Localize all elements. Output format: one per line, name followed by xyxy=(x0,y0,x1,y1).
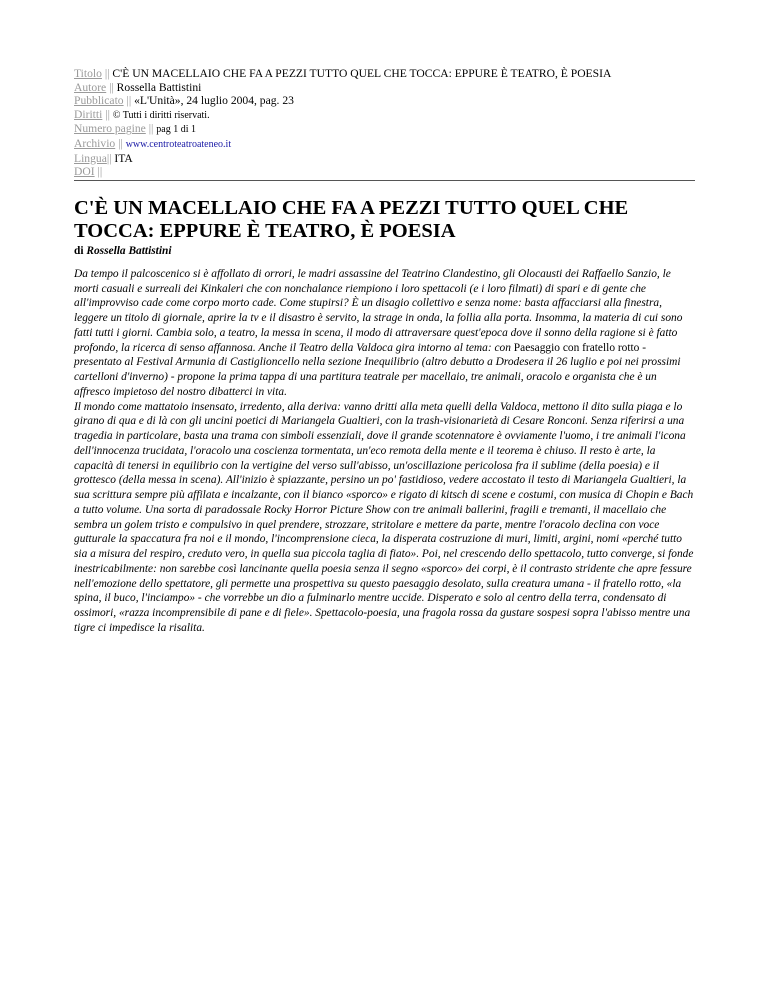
meta-row-autore xyxy=(74,81,695,95)
meta-separator: || xyxy=(118,136,123,150)
meta-value-numero-pagine: pag 1 di 1 xyxy=(156,124,196,136)
paragraph xyxy=(74,267,695,400)
meta-separator: || xyxy=(126,94,132,108)
meta-label-pubblicato[interactable]: Pubblicato xyxy=(74,94,124,108)
meta-separator: || xyxy=(104,67,110,80)
meta-label-titolo[interactable]: Titolo xyxy=(74,67,102,80)
meta-row-diritti xyxy=(74,108,695,123)
meta-separator: || xyxy=(106,151,112,165)
meta-separator: || xyxy=(109,80,114,94)
archive-link[interactable]: www.centroteatroateneo.it xyxy=(125,138,232,150)
divider xyxy=(74,180,695,181)
meta-label-archivio[interactable]: Archivio xyxy=(74,136,116,150)
document xyxy=(74,67,695,636)
meta-row-doi xyxy=(74,165,695,179)
meta-label-lingua[interactable]: Lingua xyxy=(74,151,107,165)
meta-row-numero-pagine xyxy=(74,122,695,137)
byline xyxy=(74,245,695,257)
meta-label-numero-pagine[interactable]: Numero pagine xyxy=(74,122,146,136)
paragraph-text: - presentato al Festival Armunia di Castiglioncello nella sezione Inequilibrio (altro debutto a Drodesera il 26 luglio e poi nei prossimi cartelloni d'inverno) - propone la prima tappa di una partitura teatrale per macellaio, tre animali, oracolo e organista che è un affresco impietoso del nostro dibatterci in vita. xyxy=(74,341,681,398)
meta-label-autore[interactable]: Autore xyxy=(74,80,107,94)
meta-separator: || xyxy=(105,107,110,121)
meta-separator: || xyxy=(97,165,103,179)
meta-value-titolo: C'È UN MACELLAIO CHE FA A PEZZI TUTTO QUEL CHE TOCCA: EPPURE È TEATRO, È POESIA xyxy=(112,67,612,80)
metadata-block xyxy=(74,67,695,179)
meta-separator: || xyxy=(148,122,154,136)
meta-row-lingua xyxy=(74,152,695,166)
meta-row-pubblicato xyxy=(74,94,695,108)
meta-label-diritti[interactable]: Diritti xyxy=(74,107,103,121)
meta-value-pubblicato: «L'Unità», 24 luglio 2004, pag. 23 xyxy=(134,94,294,108)
meta-label-doi[interactable]: DOI xyxy=(74,165,95,179)
meta-value-autore: Rossella Battistini xyxy=(116,80,202,94)
meta-row-titolo xyxy=(74,67,695,81)
paragraph-text: Da tempo il palcoscenico si è affollato di orrori, le madri assassine del Teatrino Clandestino, gli Olocausti dei Raffaello Sanzio, le morti casuali e surreali dei Kinkaleri che con nonchalance riempiono i loro spettacoli (e i loro filmati) di spari e di gente che all'improvviso cade come corpo morto cade. Come stupirsi? È un disagio collettivo e senza nome: basta affacciarsi alla finestra, leggere un titolo di giornale, aprire la tv e il disastro è servito, la strage in onda, la follia alla porta. Insomma, la materia di cui sono fatti tutti i giorni. Cambia solo, a teatro, la messa in scena, il modo di attraversare quest'epoca dove il sonno della ragione si è fatto profondo, la ricerca di senso affannosa. Anche il Teatro della Valdoca gira intorno al tema: con xyxy=(74,267,683,354)
show-title: Paesaggio con fratello rotto xyxy=(513,341,640,354)
byline-author: Rossella Battistini xyxy=(86,244,172,257)
meta-value-lingua: ITA xyxy=(114,151,133,165)
meta-row-archivio xyxy=(74,137,695,152)
byline-prefix: di xyxy=(74,244,84,257)
article-body xyxy=(74,267,695,636)
meta-value-diritti: © Tutti i diritti riservati. xyxy=(112,109,210,121)
paragraph: Il mondo come mattatoio insensato, irredento, alla deriva: vanno dritti alla meta quelli della Valdoca, mettono il dito sulla piaga e lo girano di qua e di là con gli uncini poetici di Mariangela Gualtieri, con la trash-visionarietà di Cesare Ronconi. Senza riferirsi a una tragedia in particolare, basta una trama con simboli essenziali, dove il grande scotennatore è ovviamente l'uomo, i tre animali l'icona dell'innocenza trucidata, l'oracolo una coscienza tormentata, un'eco remota della mente e il teorema è chiuso. Il resto è arte, la capacità di tenersi in equilibrio con la vertigine del verso sull'abisso, un'oscillazione pericolosa fra il sublime (della poesia) e il grottesco (della messa in scena). All'inizio è spiazzante, persino un po' fastidioso, vedere accostato il testo di Mariangela Gualtieri, la sua scrittura sempre più affilata e incalzante, con il bianco «sporco» e rigato di kitsch di scene e costumi, con musica di Chopin e Bach a tutto volume. Una sorta di paradossale Rocky Horror Picture Show con tre animali ballerini, fragili e tremanti, il macellaio che sembra un golem tristo e compulsivo in quel prendere, strozzare, stritolare e mettere da parte, mentre l'oracolo declina con voce gutturale la spaccatura fra noi e il mondo, l'incomprensione cieca, la disperata costruzione di muri, limiti, argini, nomi «perché tutto sia a misura del respiro, creduto vero, in quella sua piccola taglia di fiato». Poi, nel crescendo dello spettacolo, tutto converge, si fonde inestricabilmente: non sarebbe così lancinante quella poesia senza il segno «sporco» dei corpi, è il contrasto stridente che apre fessure nell'emozione dello spettatore, gli permette una prospettiva su questo paesaggio desolato, sulla creatura umana - il fratello rotto, «la spina, il buco, l'inciampo» - che vorrebbe un dio a fulminarlo mentre uccide. Disperato e solo al centro della terra, condensato di ossimori, «razza incomprensibile di pane e di fiele». Spettacolo-poesia, una fragola rossa da gustare sospesi sopra l'abisso mentre una tigre ci impedisce la risalita. xyxy=(74,400,694,634)
article-title: C'È UN MACELLAIO CHE FA A PEZZI TUTTO QUEL CHE TOCCA: EPPURE È TEATRO, È POESIA xyxy=(74,196,629,242)
